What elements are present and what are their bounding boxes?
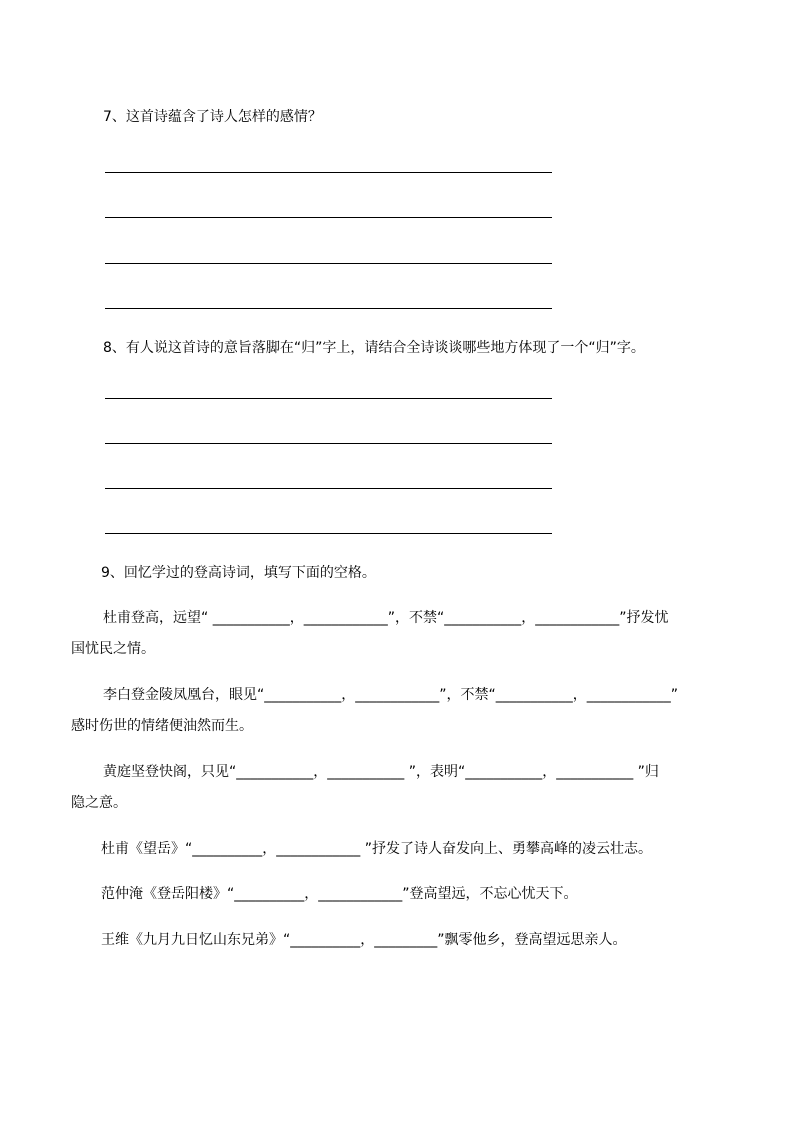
fill-item-4: 杜甫《望岳》“__________，____________ ”抒发了诗人奋发向上、勇攀高峰的凌云壮志。 bbox=[101, 841, 652, 857]
fill-item-3-line-1: 黄庭坚登快阁，只见“___________，___________ ”，表明“___________，___________ ”归 bbox=[103, 764, 659, 780]
fill-item-3-line-2: 隐之意。 bbox=[71, 795, 127, 811]
fill-item-2-line-2: 感时伤世的情绪便油然而生。 bbox=[71, 718, 253, 734]
answer-line-7-4 bbox=[105, 308, 552, 309]
answer-line-7-1 bbox=[105, 172, 552, 173]
answer-line-8-4 bbox=[105, 533, 552, 534]
answer-line-7-2 bbox=[105, 217, 552, 218]
answer-line-8-1 bbox=[105, 398, 552, 399]
fill-item-2-line-1: 李白登金陵凤凰台，眼见“___________，____________”，不禁“___________，____________” bbox=[103, 687, 679, 703]
answer-line-7-3 bbox=[105, 263, 552, 264]
answer-line-8-3 bbox=[105, 488, 552, 489]
fill-item-1-line-1: 杜甫登高，远望“ ___________，____________”，不禁“___________，____________”抒发忧 bbox=[103, 610, 669, 626]
answer-line-8-2 bbox=[105, 443, 552, 444]
question-7: 7、这首诗蕴含了诗人怎样的感情？ bbox=[103, 109, 322, 125]
fill-item-5: 范仲淹《登岳阳楼》“__________，____________”登高望远，不忘心忧天下。 bbox=[101, 886, 578, 902]
fill-item-6: 王维《九月九日忆山东兄弟》“__________，_________”飘零他乡，登高望远思亲人。 bbox=[101, 932, 627, 948]
question-9: 9、回忆学过的登高诗词，填写下面的空格。 bbox=[101, 565, 376, 581]
question-8: 8、有人说这首诗的意旨落脚在“归”字上，请结合全诗谈谈哪些地方体现了一个“归”字。 bbox=[103, 340, 645, 356]
fill-item-1-line-2: 国忧民之情。 bbox=[71, 641, 155, 657]
